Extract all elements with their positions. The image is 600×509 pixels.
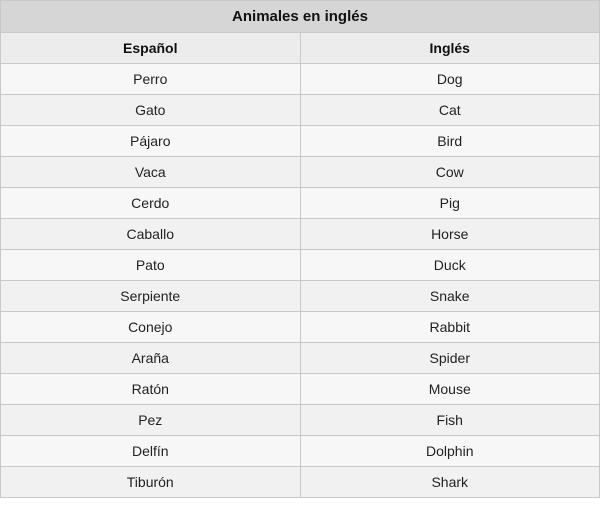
english-cell: Shark	[300, 467, 600, 498]
spanish-cell: Vaca	[1, 157, 301, 188]
table-row	[1, 126, 600, 157]
english-cell: Dolphin	[300, 436, 600, 467]
table-row	[1, 312, 600, 343]
english-cell: Bird	[300, 126, 600, 157]
english-cell: Mouse	[300, 374, 600, 405]
english-cell: Duck	[300, 250, 600, 281]
spanish-cell: Perro	[1, 64, 301, 95]
english-cell: Snake	[300, 281, 600, 312]
english-cell: Dog	[300, 64, 600, 95]
column-header-spanish: Español	[1, 33, 301, 64]
spanish-cell: Pato	[1, 250, 301, 281]
title-row	[1, 1, 600, 33]
table-row	[1, 374, 600, 405]
spanish-cell: Araña	[1, 343, 301, 374]
spanish-cell: Delfín	[1, 436, 301, 467]
spanish-cell: Cerdo	[1, 188, 301, 219]
header-row	[1, 33, 600, 64]
spanish-cell: Gato	[1, 95, 301, 126]
spanish-cell: Pez	[1, 405, 301, 436]
english-cell: Cow	[300, 157, 600, 188]
table-title: Animales en inglés	[1, 1, 600, 33]
table-row	[1, 64, 600, 95]
column-header-english: Inglés	[300, 33, 600, 64]
table-row	[1, 157, 600, 188]
spanish-cell: Serpiente	[1, 281, 301, 312]
table-row	[1, 95, 600, 126]
table-body	[1, 64, 600, 498]
english-cell: Spider	[300, 343, 600, 374]
spanish-cell: Pájaro	[1, 126, 301, 157]
english-cell: Horse	[300, 219, 600, 250]
spanish-cell: Tiburón	[1, 467, 301, 498]
english-cell: Pig	[300, 188, 600, 219]
table-row	[1, 405, 600, 436]
spanish-cell: Caballo	[1, 219, 301, 250]
table-row	[1, 281, 600, 312]
table-row	[1, 343, 600, 374]
english-cell: Rabbit	[300, 312, 600, 343]
english-cell: Cat	[300, 95, 600, 126]
spanish-cell: Ratón	[1, 374, 301, 405]
spanish-cell: Conejo	[1, 312, 301, 343]
table-row	[1, 467, 600, 498]
table-row	[1, 219, 600, 250]
table-row	[1, 250, 600, 281]
table-row	[1, 436, 600, 467]
table-row	[1, 188, 600, 219]
english-cell: Fish	[300, 405, 600, 436]
